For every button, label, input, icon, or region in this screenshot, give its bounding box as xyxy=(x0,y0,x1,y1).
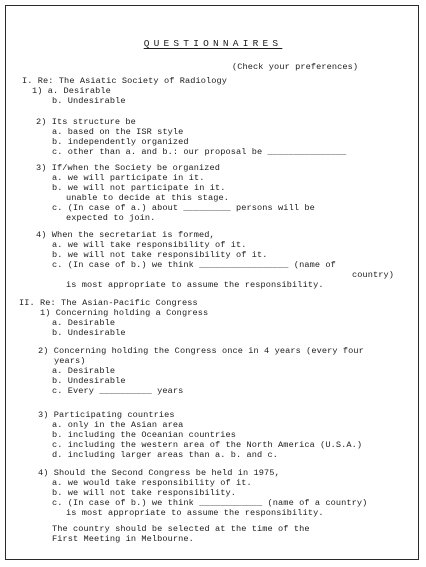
s2-q3-option-a: a. only in the Asian area xyxy=(52,420,184,430)
s2-q3-label: 3) Participating countries xyxy=(38,410,175,420)
s1-q1-option-a: 1) a. Desirable xyxy=(32,86,111,96)
s2-q2-option-b: b. Undesirable xyxy=(52,376,126,386)
s2-q4-option-b: b. we will not take responsibility. xyxy=(52,488,236,498)
s2-q3-option-b: b. including the Oceanian countries xyxy=(52,430,236,440)
s1-q4-option-b: b. we will not take responsibility of it. xyxy=(52,250,268,260)
s2-q4-option-a: a. we would take responsibility of it. xyxy=(52,478,252,488)
section-1-header: I. Re: The Asiatic Society of Radiology xyxy=(22,76,228,86)
s1-q3-option-c: c. (In case of a.) about _________ persons will be xyxy=(52,203,315,213)
s2-q2-option-a: a. Desirable xyxy=(52,366,116,376)
s2-q4-label: 4) Should the Second Congress be held in 1975, xyxy=(38,468,280,478)
s2-q3-option-c: c. including the western area of the North America (U.S.A.) xyxy=(52,440,363,450)
s2-q4-option-c-cont: is most appropriate to assume the responsibility. xyxy=(66,508,324,518)
s2-q2-label: 2) Concerning holding the Congress once in 4 years (every four xyxy=(38,346,364,356)
s2-note-line-1: The country should be selected at the time of the xyxy=(52,524,310,534)
s1-q3-label: 3) If/when the Society be organized xyxy=(36,163,220,173)
s2-q1-option-a: a. Desirable xyxy=(52,318,116,328)
instruction-text: (Check your preferences) xyxy=(232,62,359,72)
s1-q3-option-b: b. we will not participate in it. xyxy=(52,183,226,193)
s2-q3-option-d: d. including larger areas than a. b. and c. xyxy=(52,450,279,460)
s1-q4-option-c-cont: is most appropriate to assume the responsibility. xyxy=(66,280,324,290)
s1-q4-label: 4) When the secretariat is formed, xyxy=(36,230,215,240)
document-title: QUESTIONNAIRES xyxy=(143,38,283,49)
s1-q3-option-b-undecided: unable to decide at this stage. xyxy=(66,193,229,203)
s2-note-line-2: First Meeting in Melbourne. xyxy=(52,534,194,544)
s1-q2-option-a: a. based on the ISR style xyxy=(52,127,184,137)
s2-q4-option-c: c. (In case of b.) we think ____________ (name of a country) xyxy=(52,498,368,508)
s2-q1-option-b: b. Undesirable xyxy=(52,328,126,338)
section-2-header: II. Re: The Asian-Pacific Congress xyxy=(19,298,198,308)
s2-q1-label: 1) Concerning holding a Congress xyxy=(40,308,209,318)
s1-q1-option-b: b. Undesirable xyxy=(52,96,126,106)
s1-q4-option-a: a. we will take responsibility of it. xyxy=(52,240,247,250)
s1-q4-option-c-country: country) xyxy=(352,270,395,280)
s1-q2-option-c: c. other than a. and b.: our proposal be _______________ xyxy=(52,147,347,157)
s1-q3-option-c-cont: expected to join. xyxy=(66,213,156,223)
s1-q2-option-b: b. independently organized xyxy=(52,137,189,147)
s1-q2-label: 2) Its structure be xyxy=(36,117,136,127)
s1-q3-option-a: a. we will participate in it. xyxy=(52,173,205,183)
s1-q4-option-c: c. (In case of b.) we think _________________ (name of xyxy=(52,260,336,270)
s2-q2-option-c: c. Every __________ years xyxy=(52,386,184,396)
s2-q2-label-cont: years) xyxy=(54,356,86,366)
